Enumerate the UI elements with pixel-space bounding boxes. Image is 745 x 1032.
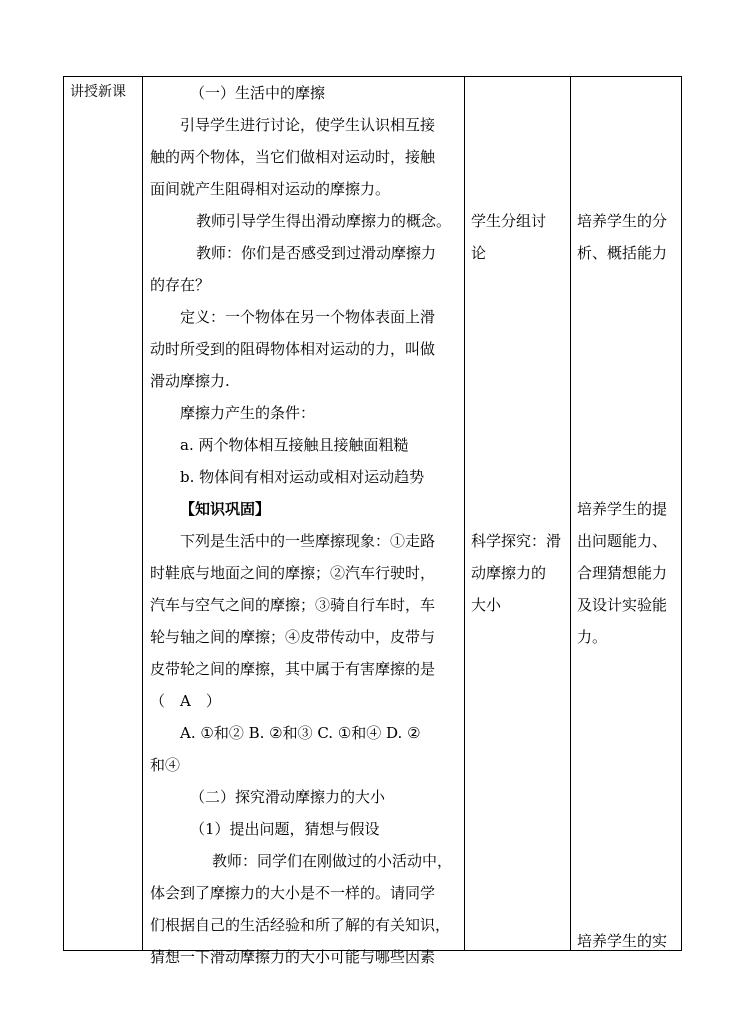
intent-line: 出问题能力、 — [577, 532, 668, 550]
content-line: （二）探究滑动摩擦力的大小 — [190, 788, 386, 806]
intent-line: 析、概括能力 — [577, 244, 668, 262]
content-line: 滑动摩擦力. — [150, 372, 230, 390]
content-line: 引导学生进行讨论，使学生认识相互接 — [180, 116, 436, 134]
intent-line: 培养学生的分 — [577, 212, 668, 230]
content-line: （1）提出问题，猜想与假设 — [190, 820, 380, 838]
activity-line: 动摩擦力的 — [471, 564, 547, 582]
content-line: 教师：你们是否感受到过滑动摩擦力 — [196, 244, 437, 262]
content-line: 猜想一下滑动摩擦力的大小可能与哪些因素 — [150, 948, 436, 966]
column-divider — [570, 76, 571, 951]
content-line: 皮带轮之间的摩擦，其中属于有害摩擦的是 — [150, 660, 436, 678]
column-divider — [142, 76, 143, 951]
section-label: 讲授新课 — [70, 84, 126, 100]
content-line: （一）生活中的摩擦 — [190, 84, 326, 102]
content-line: 定义：一个物体在另一个物体表面上滑 — [180, 308, 436, 326]
content-line: 轮与轴之间的摩擦；④皮带传动中，皮带与 — [150, 628, 436, 646]
content-line: 时鞋底与地面之间的摩擦；②汽车行驶时， — [150, 564, 436, 582]
content-line: 摩擦力产生的条件： — [180, 404, 316, 422]
choices-line: A. ①和② B. ②和③ C. ①和④ D. ② — [180, 724, 421, 742]
intent-line: 培养学生的实 — [577, 932, 668, 950]
activity-line: 大小 — [471, 596, 502, 614]
content-line: a. 两个物体相互接触且接触面粗糙 — [180, 436, 409, 454]
content-line: 的存在？ — [150, 276, 211, 294]
activity-line: 科学探究：滑 — [471, 532, 562, 550]
content-line: 教师：同学们在刚做过的小活动中， — [212, 852, 453, 870]
content-line: b. 物体间有相对运动或相对运动趋势 — [180, 468, 425, 486]
activity-line: 学生分组讨 — [471, 212, 547, 230]
intent-line: 培养学生的提 — [577, 500, 668, 518]
content-line: 汽车与空气之间的摩擦；③骑自行车时，车 — [150, 596, 436, 614]
content-line: 触的两个物体，当它们做相对运动时，接触 — [150, 148, 436, 166]
activity-line: 论 — [471, 244, 487, 262]
content-line: 和④ — [150, 756, 181, 774]
column-divider — [464, 76, 465, 951]
intent-line: 合理猜想能力 — [577, 564, 668, 582]
content-line: 体会到了摩擦力的大小是不一样的。请同学 — [150, 884, 436, 902]
content-line: 教师引导学生得出滑动摩擦力的概念。 — [196, 212, 452, 230]
section-heading: 【知识巩固】 — [180, 500, 271, 518]
intent-line: 力。 — [577, 628, 608, 646]
intent-line: 及设计实验能 — [577, 596, 668, 614]
content-line: 动时所受到的阻碍物体相对运动的力，叫做 — [150, 340, 436, 358]
content-line: 下列是生活中的一些摩擦现象：①走路 — [180, 532, 436, 550]
answer-line: （ A ） — [150, 692, 221, 710]
content-line: 们根据自己的生活经验和所了解的有关知识， — [150, 916, 451, 934]
content-line: 面间就产生阻碍相对运动的摩擦力。 — [150, 180, 391, 198]
